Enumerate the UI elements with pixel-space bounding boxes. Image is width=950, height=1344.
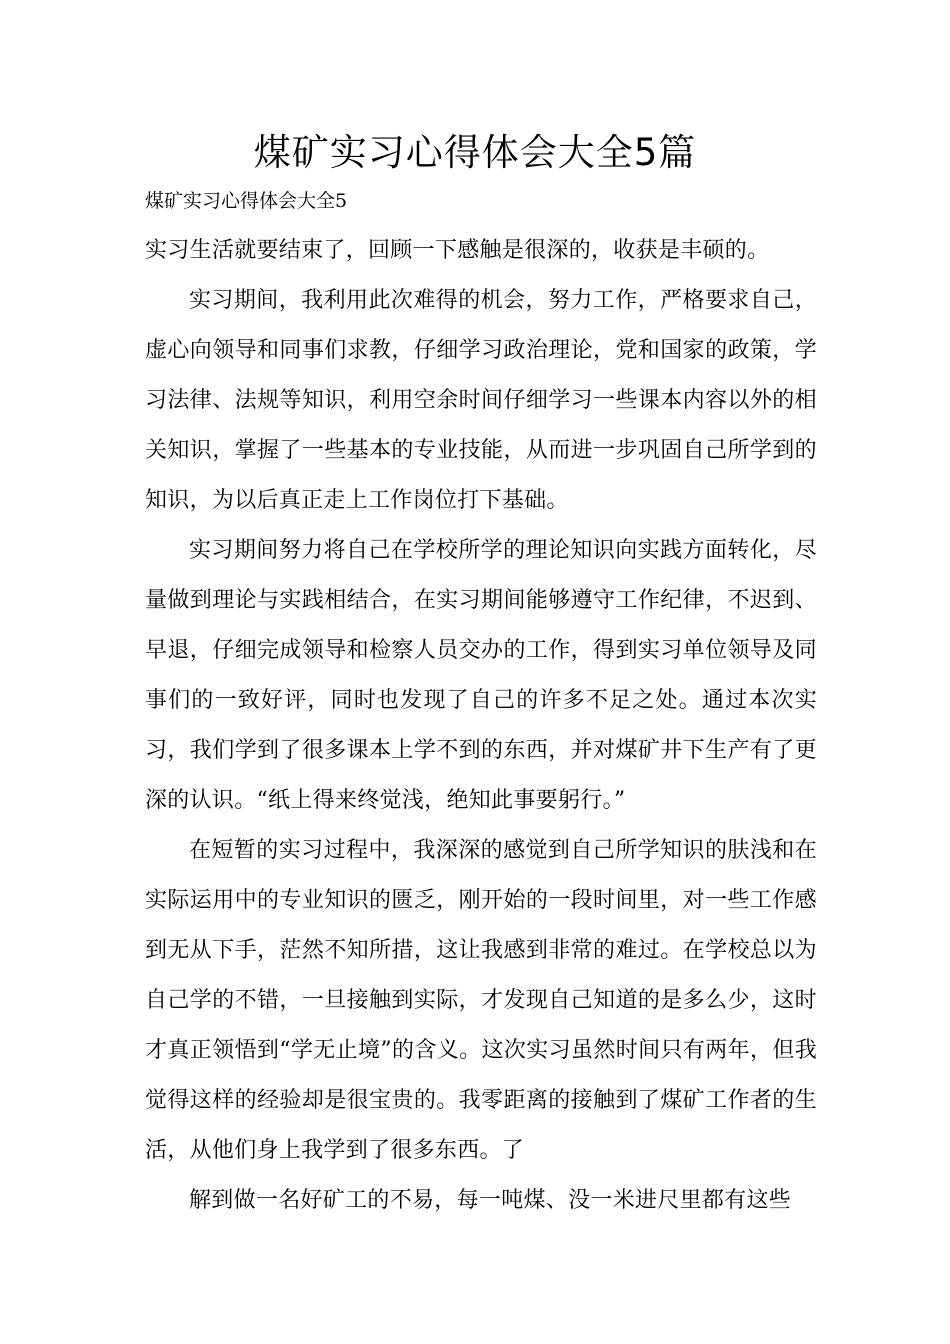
paragraph-4: 在短暂的实习过程中，我深深的感觉到自己所学知识的肤浅和在实际运用中的专业知识的匮乏，刚开始的一段时间里，对一些工作感到无从下手，茫然不知所措，这让我感到非常的难过。在学校总以为自己学的不错，一旦接触到实际，才发现自己知道的是多么少，这时才真正领悟到“学无止境”的含义。这次实习虽然时间只有两年，但我觉得这样的经验却是很宝贵的。我零距离的接触到了煤矿工作者的生活，从他们身上我学到了很多东西。了	[145, 838, 817, 1163]
paragraph-1: 实习生活就要结束了，回顾一下感触是很深的，收获是丰硕的。	[145, 238, 770, 263]
paragraph-2: 实习期间，我利用此次难得的机会，努力工作，严格要求自己，虚心向领导和同事们求教，仔细学习政治理论，党和国家的政策，学习法律、法规等知识，利用空余时间仔细学习一些课本内容以外的相关知识，掌握了一些基本的专业技能，从而进一步巩固自己所学到的知识，为以后真正走上工作岗位打下基础。	[145, 288, 817, 513]
paragraph-5: 解到做一名好矿工的不易，每一吨煤、没一米进尺里都有这些	[189, 1188, 792, 1213]
document-subtitle: 煤矿实习心得体会大全5	[145, 190, 348, 212]
document-title: 煤矿实习心得体会大全5篇	[253, 131, 697, 174]
document-body	[145, 226, 817, 1226]
paragraph-3: 实习期间努力将自己在学校所学的理论知识向实践方面转化，尽量做到理论与实践相结合，在实习期间能够遵守工作纪律，不迟到、早退，仔细完成领导和检察人员交办的工作，得到实习单位领导及同事们的一致好评，同时也发现了自己的许多不足之处。通过本次实习，我们学到了很多课本上学不到的东西，并对煤矿井下生产有了更深的认识。“纸上得来终觉浅，绝知此事要躬行。”	[145, 538, 817, 813]
